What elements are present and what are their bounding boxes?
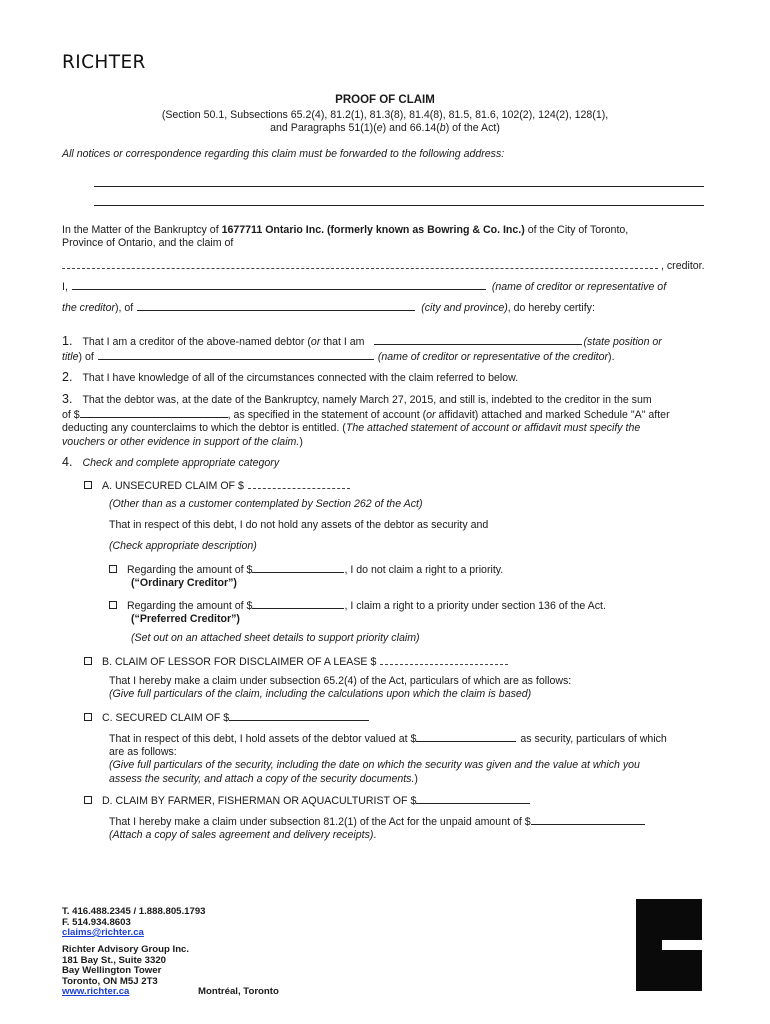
category-a-check: (Check appropriate description) (109, 540, 257, 552)
matter-suffix: of the City of Toronto, (524, 224, 629, 236)
footer-company: Richter Advisory Group Inc. (62, 944, 190, 955)
item-end: ). (608, 351, 615, 364)
item-italic: or (426, 409, 436, 422)
name-hint: (name of creditor or representative of (491, 281, 667, 293)
category-b-line-1: That I hereby make a claim under subsection 65.2(4) of the Act, particulars of which are as follows: (109, 675, 572, 687)
debtor-name: 1677711 Ontario Inc. (formerly known as Bowring & Co. Inc.) (221, 224, 525, 236)
footer-email-link[interactable]: claims@richter.ca (62, 927, 144, 938)
footer-contact (62, 907, 206, 939)
notice-text: All notices or correspondence regarding this claim must be forwarded to the following address: (62, 148, 505, 160)
subtitle (0, 109, 770, 135)
item-italic: vouchers or other evidence in support of the claim. (62, 435, 300, 448)
subtitle-italic: e (376, 122, 383, 135)
subtitle-text: and Paragraphs 51(1)( (270, 122, 377, 135)
footer-street: 181 Bay St., Suite 3320 (62, 954, 166, 966)
item-text: Check and complete appropriate category (82, 457, 280, 469)
subtitle-line-1: (Section 50.1, Subsections 65.2(4), 81.2(1), 81.3(8), 81.4(8), 81.5, 81.6, 102(2), 124(2), 128(1), (161, 109, 609, 121)
option-text: , I do not claim a right to a priority. (344, 564, 504, 576)
subtitle-line-2 (0, 122, 770, 135)
sum-field[interactable] (80, 407, 228, 418)
option-label: (“Ordinary Creditor”) (131, 577, 237, 590)
item-text: That I am a creditor of the above-named debtor ( (82, 336, 311, 348)
item-text: That I have knowledge of all of the circumstances connected with the claim referred to below. (82, 372, 519, 384)
lessor-amount-field[interactable] (380, 654, 508, 665)
priority-note: (Set out on an attached sheet details to support priority claim) (131, 632, 420, 644)
richter-e-mark-icon (636, 899, 702, 991)
unsecured-amount-field[interactable] (248, 478, 350, 489)
category-b-line-2: (Give full particulars of the claim, including the calculations upon which the claim is based) (109, 688, 532, 701)
certify-line-1 (62, 279, 666, 294)
item-4 (62, 456, 279, 470)
creditor-label: , creditor. (661, 260, 705, 272)
footer-fax: F. 514.934.8603 (62, 916, 131, 928)
item-text: That the debtor was, at the date of the Bankruptcy, namely March 27, 2015, and still is, indebted to the creditor in the sum (82, 394, 652, 406)
item-text: deducting any counterclaims to which the debtor is entitled. ( (62, 422, 346, 435)
category-a-note: (Other than as a customer contemplated by Section 262 of the Act) (109, 498, 423, 510)
unpaid-amount-field[interactable] (531, 814, 645, 825)
category-label: A. UNSECURED CLAIM OF $ (102, 480, 244, 492)
category-label: B. CLAIM OF LESSOR FOR DISCLAIMER OF A LEASE $ (102, 656, 377, 668)
matter-prefix: In the Matter of the Bankruptcy of (62, 224, 222, 236)
creditor-name-field[interactable] (62, 258, 658, 269)
checkbox-icon[interactable] (109, 601, 117, 609)
footer-address (62, 945, 189, 998)
subtitle-text: ) and 66.14( (382, 122, 440, 135)
name-hint: (name of creditor or representative of the creditor (377, 351, 609, 364)
matter-line-2: Province of Ontario, and the claim of (62, 237, 234, 250)
item-3 (62, 393, 722, 449)
state-hint: (state position or (583, 336, 662, 348)
footer-city: Toronto, ON M5J 2T3 (62, 975, 158, 987)
footer-offices: Montréal, Toronto (198, 986, 279, 997)
option-label: (“Preferred Creditor”) (131, 613, 240, 626)
category-c (84, 710, 369, 725)
city-province-field[interactable] (137, 300, 415, 311)
item-text: that I am (320, 336, 365, 348)
representative-name-field[interactable] (72, 279, 486, 290)
item-text: affidavit) attached and marked Schedule "A" after (435, 409, 670, 422)
page-title: PROOF OF CLAIM (335, 94, 435, 106)
checkbox-icon[interactable] (84, 657, 92, 665)
address-line-1[interactable] (94, 186, 704, 187)
ordinary-amount-field[interactable] (252, 562, 344, 573)
item-text: of $ (62, 409, 80, 422)
creditor-hint: the creditor (62, 302, 115, 314)
item-number: 1. (62, 334, 73, 348)
category-c-text-a: That in respect of this debt, I hold assets of the debtor valued at $ (109, 733, 417, 745)
item-italic: The attached statement of account or affidavit must specify the (345, 422, 641, 435)
assets-value-field[interactable] (416, 731, 516, 742)
option-text: , I claim a right to a priority under section 136 of the Act. (344, 600, 606, 612)
matter-paragraph (62, 224, 628, 250)
item-text: , as specified in the statement of account ( (227, 409, 427, 422)
category-d-line-1: That I hereby make a claim under subsection 81.2(1) of the Act for the unpaid amount of $ (109, 816, 531, 828)
category-d-line-2-end: . (373, 829, 377, 842)
address-line-2[interactable] (94, 205, 704, 206)
city-hint: (city and province) (421, 302, 508, 314)
category-c-text-b: as security, particulars of which (520, 733, 667, 745)
item-2 (62, 371, 518, 385)
category-d-text (109, 814, 645, 842)
category-a-security: That in respect of this debt, I do not hold any assets of the debtor as security and (109, 519, 489, 531)
secured-amount-field[interactable] (229, 710, 369, 721)
category-b-text (109, 675, 571, 701)
of-label: ), of (115, 302, 134, 314)
ordinary-creditor-option (109, 562, 503, 590)
subtitle-text: ) of the Act) (445, 122, 500, 135)
category-label: D. CLAIM BY FARMER, FISHERMAN OR AQUACULTURIST OF $ (102, 795, 417, 807)
creditor-line (62, 258, 712, 273)
checkbox-icon[interactable] (84, 796, 92, 804)
category-d (84, 793, 530, 808)
checkbox-icon[interactable] (109, 565, 117, 573)
certify-line-2 (62, 300, 595, 315)
item-number: 3. (62, 392, 73, 406)
item-number: 4. (62, 455, 73, 469)
checkbox-icon[interactable] (84, 481, 92, 489)
title-hint: title (62, 351, 79, 364)
checkbox-icon[interactable] (84, 713, 92, 721)
of-label: ) of (78, 351, 94, 364)
preferred-amount-field[interactable] (252, 598, 344, 609)
subtitle-italic: b (439, 122, 446, 135)
certify-end: , do hereby certify: (507, 302, 595, 314)
i-label: I, (62, 281, 68, 293)
option-text: Regarding the amount of $ (127, 600, 253, 612)
category-c-line-2: are as follows: (109, 746, 177, 759)
category-a (84, 478, 350, 493)
category-c-line-4: assess the security, and attach a copy of the security documents. (109, 772, 415, 785)
item-text: ) (299, 435, 303, 448)
category-c-line-3: (Give full particulars of the security, including the date on which the security was given and the value at which you (109, 759, 640, 772)
footer-website-link[interactable]: www.richter.ca (62, 986, 130, 997)
item-1 (62, 334, 712, 364)
item-number: 2. (62, 370, 73, 384)
footer-tower: Bay Wellington Tower (62, 965, 162, 976)
category-b (84, 654, 508, 669)
company-logo: RICHTER (62, 52, 146, 73)
footer-phone: T. 416.488.2345 / 1.888.805.1793 (62, 906, 206, 917)
category-c-text (109, 731, 719, 786)
category-c-line-4-end: ) (414, 772, 418, 785)
category-label: C. SECURED CLAIM OF $ (102, 712, 230, 724)
option-text: Regarding the amount of $ (127, 564, 253, 576)
position-field[interactable] (374, 334, 582, 345)
farmer-amount-field[interactable] (416, 793, 530, 804)
item-italic: or (310, 336, 321, 348)
creditor-of-field[interactable] (98, 349, 374, 360)
e-mark-bar (662, 940, 702, 950)
preferred-creditor-option (109, 598, 606, 626)
category-d-line-2: (Attach a copy of sales agreement and delivery receipts) (109, 829, 374, 842)
